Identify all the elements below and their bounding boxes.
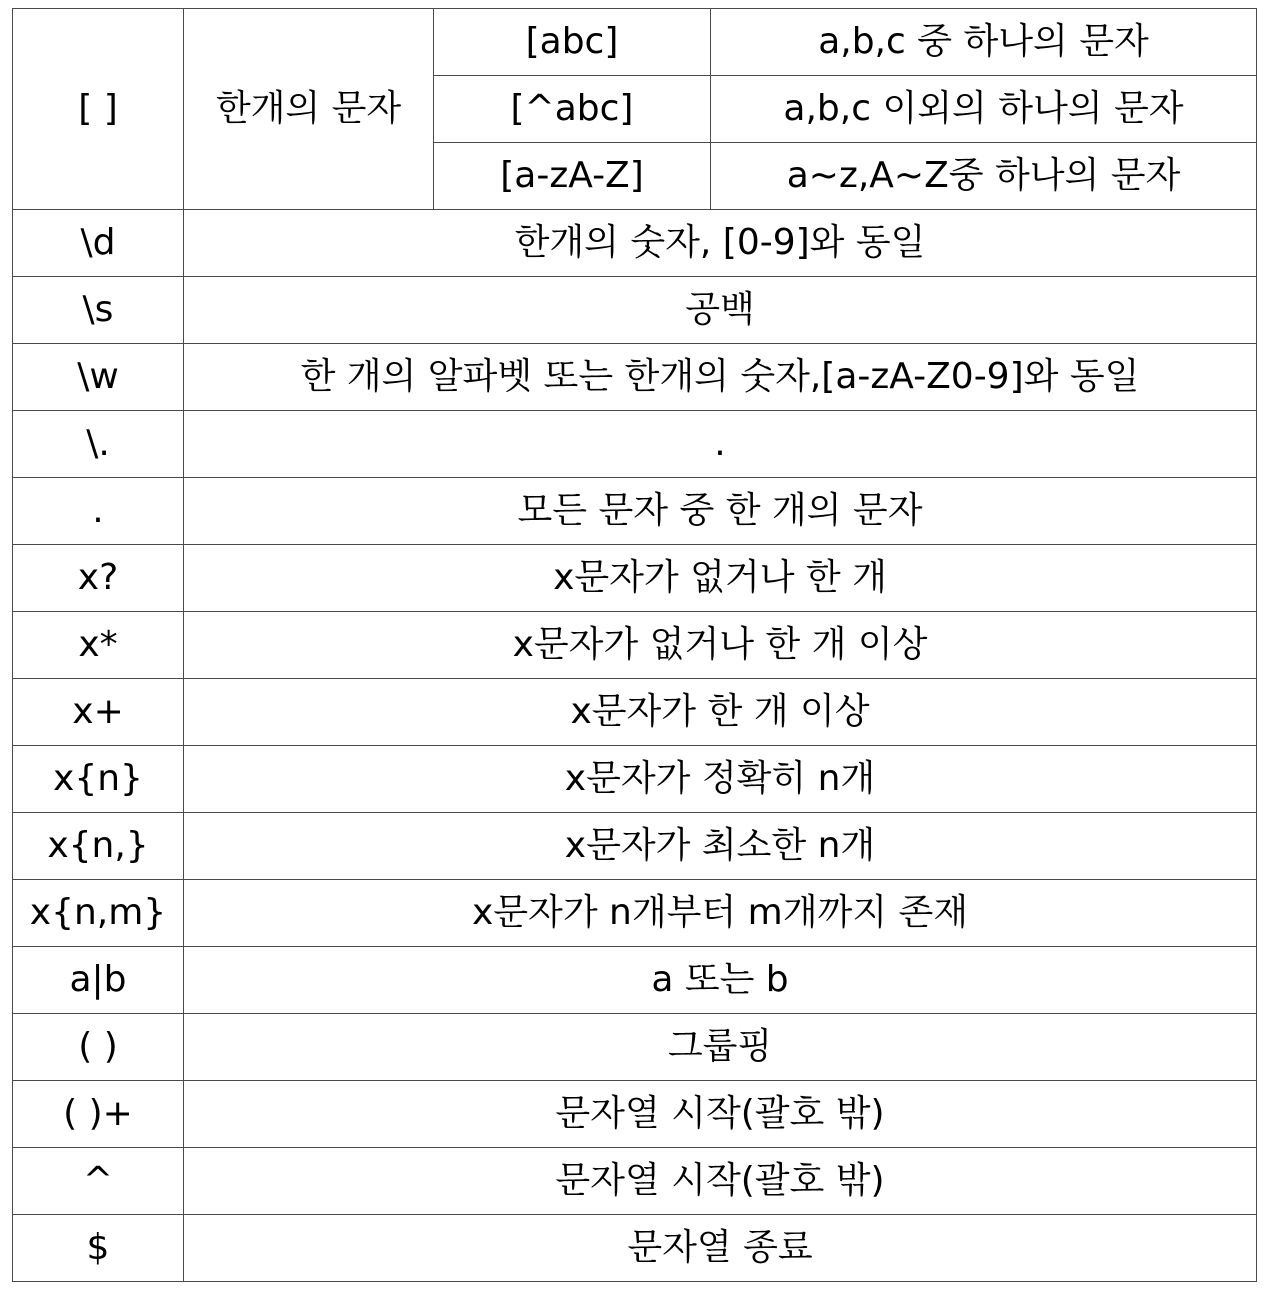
regex-symbol-cell: \w bbox=[13, 344, 184, 411]
bracket-pattern-cell: [a-zA-Z] bbox=[434, 143, 711, 210]
regex-meaning-cell: x문자가 최소한 n개 bbox=[184, 813, 1257, 880]
bracket-description-cell: 한개의 문자 bbox=[184, 9, 434, 210]
regex-meaning-cell: 한개의 숫자, [0-9]와 동일 bbox=[184, 210, 1257, 277]
bracket-pattern-cell: [abc] bbox=[434, 9, 711, 76]
regex-symbol-cell: ( )+ bbox=[13, 1081, 184, 1148]
table-row bbox=[13, 947, 1257, 1014]
regex-meaning-cell: 그룹핑 bbox=[184, 1014, 1257, 1081]
regex-symbol-cell: \d bbox=[13, 210, 184, 277]
regex-symbol-cell: x+ bbox=[13, 679, 184, 746]
regex-meaning-cell: x문자가 없거나 한 개 bbox=[184, 545, 1257, 612]
table-row bbox=[13, 545, 1257, 612]
regex-symbol-cell: ^ bbox=[13, 1148, 184, 1215]
regex-symbol-cell: x? bbox=[13, 545, 184, 612]
table-row bbox=[13, 411, 1257, 478]
bracket-meaning-cell: a~z,A~Z중 하나의 문자 bbox=[711, 143, 1257, 210]
table-row bbox=[13, 1148, 1257, 1215]
regex-symbol-cell: a|b bbox=[13, 947, 184, 1014]
regex-meaning-cell: x문자가 없거나 한 개 이상 bbox=[184, 612, 1257, 679]
bracket-pattern-cell: [^abc] bbox=[434, 76, 711, 143]
regex-symbol-cell: . bbox=[13, 478, 184, 545]
regex-meaning-cell: 문자열 시작(괄호 밖) bbox=[184, 1148, 1257, 1215]
regex-meaning-cell: x문자가 한 개 이상 bbox=[184, 679, 1257, 746]
table-row bbox=[13, 1081, 1257, 1148]
table-row bbox=[13, 880, 1257, 947]
regex-meaning-cell: 공백 bbox=[184, 277, 1257, 344]
table-row bbox=[13, 344, 1257, 411]
regex-symbol-cell: x{n} bbox=[13, 746, 184, 813]
regex-symbol-cell: $ bbox=[13, 1215, 184, 1282]
table-row bbox=[13, 1215, 1257, 1282]
regex-meaning-cell: 문자열 종료 bbox=[184, 1215, 1257, 1282]
bracket-symbol-cell: [ ] bbox=[13, 9, 184, 210]
regex-meaning-cell: x문자가 정확히 n개 bbox=[184, 746, 1257, 813]
regex-meaning-cell: 한 개의 알파벳 또는 한개의 숫자,[a-zA-Z0-9]와 동일 bbox=[184, 344, 1257, 411]
table-row bbox=[13, 679, 1257, 746]
regex-meaning-cell: x문자가 n개부터 m개까지 존재 bbox=[184, 880, 1257, 947]
regex-symbol-cell: x{n,} bbox=[13, 813, 184, 880]
regex-meaning-cell: 문자열 시작(괄호 밖) bbox=[184, 1081, 1257, 1148]
regex-meaning-cell: a 또는 b bbox=[184, 947, 1257, 1014]
table-row bbox=[13, 478, 1257, 545]
regex-reference-table bbox=[12, 8, 1257, 1282]
table-row bbox=[13, 612, 1257, 679]
regex-symbol-cell: \s bbox=[13, 277, 184, 344]
regex-rows bbox=[13, 210, 1257, 1282]
regex-symbol-cell: \. bbox=[13, 411, 184, 478]
table-row bbox=[13, 277, 1257, 344]
regex-meaning-cell: . bbox=[184, 411, 1257, 478]
bracket-meaning-cell: a,b,c 중 하나의 문자 bbox=[711, 9, 1257, 76]
table-row bbox=[13, 813, 1257, 880]
bracket-meaning-cell: a,b,c 이외의 하나의 문자 bbox=[711, 76, 1257, 143]
table-row bbox=[13, 1014, 1257, 1081]
regex-symbol-cell: ( ) bbox=[13, 1014, 184, 1081]
table-row bbox=[13, 9, 1257, 76]
table-row bbox=[13, 746, 1257, 813]
regex-symbol-cell: x* bbox=[13, 612, 184, 679]
regex-meaning-cell: 모든 문자 중 한 개의 문자 bbox=[184, 478, 1257, 545]
table-row bbox=[13, 210, 1257, 277]
regex-symbol-cell: x{n,m} bbox=[13, 880, 184, 947]
